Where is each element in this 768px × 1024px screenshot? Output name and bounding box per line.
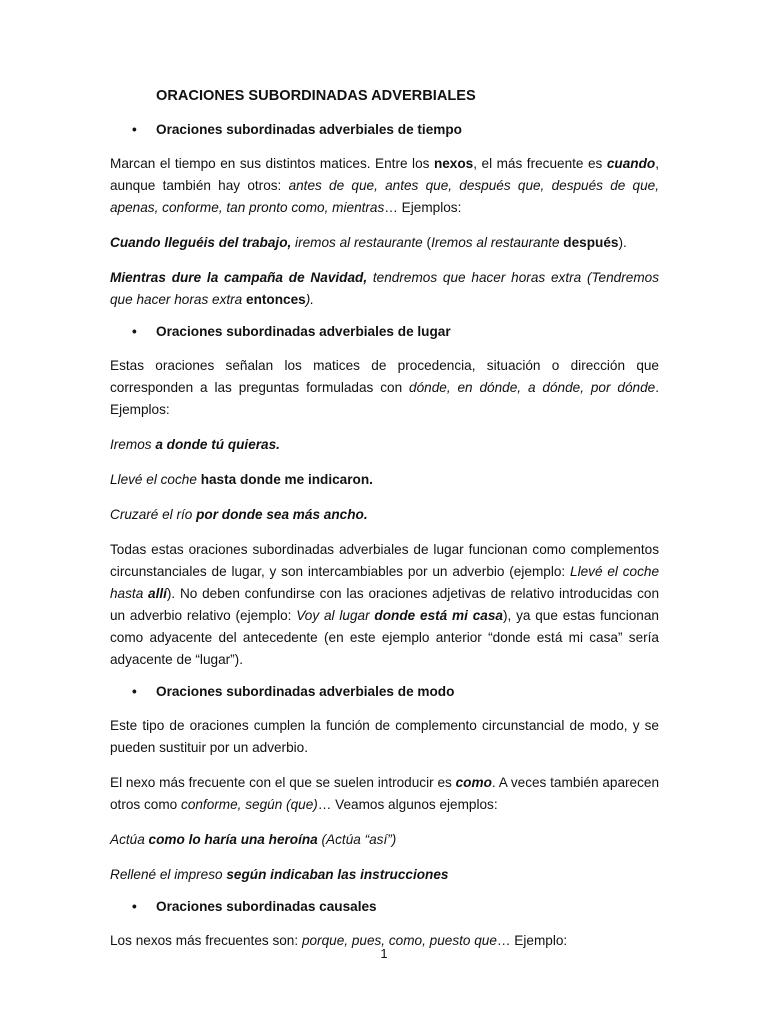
- text-run: cuando: [606, 156, 656, 171]
- text-run: entonces: [246, 292, 306, 307]
- text-run: Llevé el coche hasta: [110, 564, 660, 601]
- text-run: antes de que, antes que, después que, después de que, apenas, conforme, tan pronto como, mientras: [110, 178, 659, 215]
- text-run: como lo haría una heroína: [148, 832, 318, 847]
- section-heading-text: Oraciones subordinadas adverbiales de tiempo: [156, 122, 462, 137]
- paragraph: [110, 434, 659, 456]
- sections-container: [110, 122, 659, 952]
- bullet-icon: •: [132, 684, 137, 699]
- text-run: Llevé el coche: [110, 472, 201, 487]
- text-run: Todas estas oraciones subordinadas adverbiales de lugar funcionan como complementos circunstanciales de lugar, y son intercambiables por un adverbio (ejemplo:: [110, 542, 659, 579]
- text-run: … Ejemplo:: [496, 933, 568, 948]
- section-heading-text: Oraciones subordinadas causales: [156, 899, 377, 914]
- text-run: . Ejemplos:: [110, 380, 659, 417]
- text-run: Este tipo de oraciones cumplen la función de complemento circunstancial de modo, y se pueden sustituir por un adverbio.: [110, 718, 659, 755]
- paragraph: [110, 153, 659, 219]
- text-run: , aunque también hay otros:: [110, 156, 659, 193]
- paragraph: [110, 232, 659, 254]
- text-run: ). No deben confundirse con las oraciones adjetivas de relativo introducidas con un adverbio relativo (ejemplo:: [110, 586, 659, 623]
- text-run: Voy al lugar: [296, 608, 375, 623]
- bullet-icon: •: [132, 899, 137, 914]
- text-run: … Ejemplos:: [384, 200, 462, 215]
- text-run: nexos: [433, 156, 474, 171]
- section-heading: [132, 899, 659, 914]
- text-run: (: [422, 235, 432, 250]
- text-run: allí: [148, 586, 167, 601]
- text-run: , el más frecuente es: [473, 156, 607, 171]
- text-run: ).: [305, 292, 315, 307]
- bullet-icon: •: [132, 324, 137, 339]
- text-run: después: [563, 235, 619, 250]
- text-run: como: [455, 775, 492, 790]
- paragraph: [110, 355, 659, 421]
- paragraph: [110, 829, 659, 851]
- bullet-icon: •: [132, 122, 137, 137]
- paragraph: [110, 267, 659, 311]
- page-title: ORACIONES SUBORDINADAS ADVERBIALES: [156, 88, 476, 104]
- text-run: dónde, en dónde, a dónde, por dónde: [409, 380, 656, 395]
- paragraph: [110, 772, 659, 816]
- text-run: tendremos que hacer horas extra (Tendremos que hacer horas extra: [110, 270, 660, 307]
- text-run: Los nexos más frecuentes son:: [110, 933, 302, 948]
- text-run: ), ya que estas funcionan como adyacente del antecedente (en este ejemplo anterior “donde está mi casa” sería adyacente de “lugar”).: [110, 608, 659, 667]
- paragraph: [110, 715, 659, 759]
- text-run: Cuando lleguéis del trabajo,: [110, 235, 292, 250]
- section-heading-text: Oraciones subordinadas adverbiales de modo: [156, 684, 455, 699]
- text-run: Mientras dure la campaña de Navidad,: [110, 270, 368, 285]
- text-run: a donde tú quieras.: [155, 437, 280, 452]
- text-run: (Actúa “así”): [317, 832, 397, 847]
- paragraph: [110, 469, 659, 491]
- text-run: donde está mi casa: [374, 608, 503, 623]
- text-run: . A veces también aparecen otros como: [110, 775, 660, 812]
- text-run: Iremos al restaurante: [431, 235, 564, 250]
- text-run: Iremos: [110, 437, 156, 452]
- text-run: ).: [618, 235, 627, 250]
- text-run: porque, pues, como, puesto que: [301, 933, 497, 948]
- text-run: por donde sea más ancho.: [196, 507, 368, 522]
- paragraph: [110, 539, 659, 671]
- text-run: Rellené el impreso: [110, 867, 227, 882]
- paragraph: [110, 504, 659, 526]
- text-run: Marcan el tiempo en sus distintos matices. Entre los: [110, 156, 434, 171]
- text-run: hasta donde me indicaron.: [200, 472, 373, 487]
- section-heading: [132, 684, 659, 699]
- text-run: Actúa: [110, 832, 149, 847]
- text-run: El nexo más frecuente con el que se suelen introducir es: [110, 775, 456, 790]
- text-run: iremos al restaurante: [291, 235, 423, 250]
- text-run: conforme, según (que): [181, 797, 318, 812]
- section-heading-text: Oraciones subordinadas adverbiales de lugar: [156, 324, 451, 339]
- text-run: Estas oraciones señalan los matices de procedencia, situación o dirección que corresponden a las preguntas formuladas con: [110, 358, 659, 395]
- page-number: 1: [380, 946, 388, 961]
- text-run: … Veamos algunos ejemplos:: [317, 797, 498, 812]
- document-body: [110, 88, 659, 965]
- paragraph: [110, 864, 659, 886]
- section-heading: [132, 122, 659, 137]
- text-run: Cruzaré el río: [110, 507, 197, 522]
- text-run: según indicaban las instrucciones: [226, 867, 449, 882]
- section-heading: [132, 324, 659, 339]
